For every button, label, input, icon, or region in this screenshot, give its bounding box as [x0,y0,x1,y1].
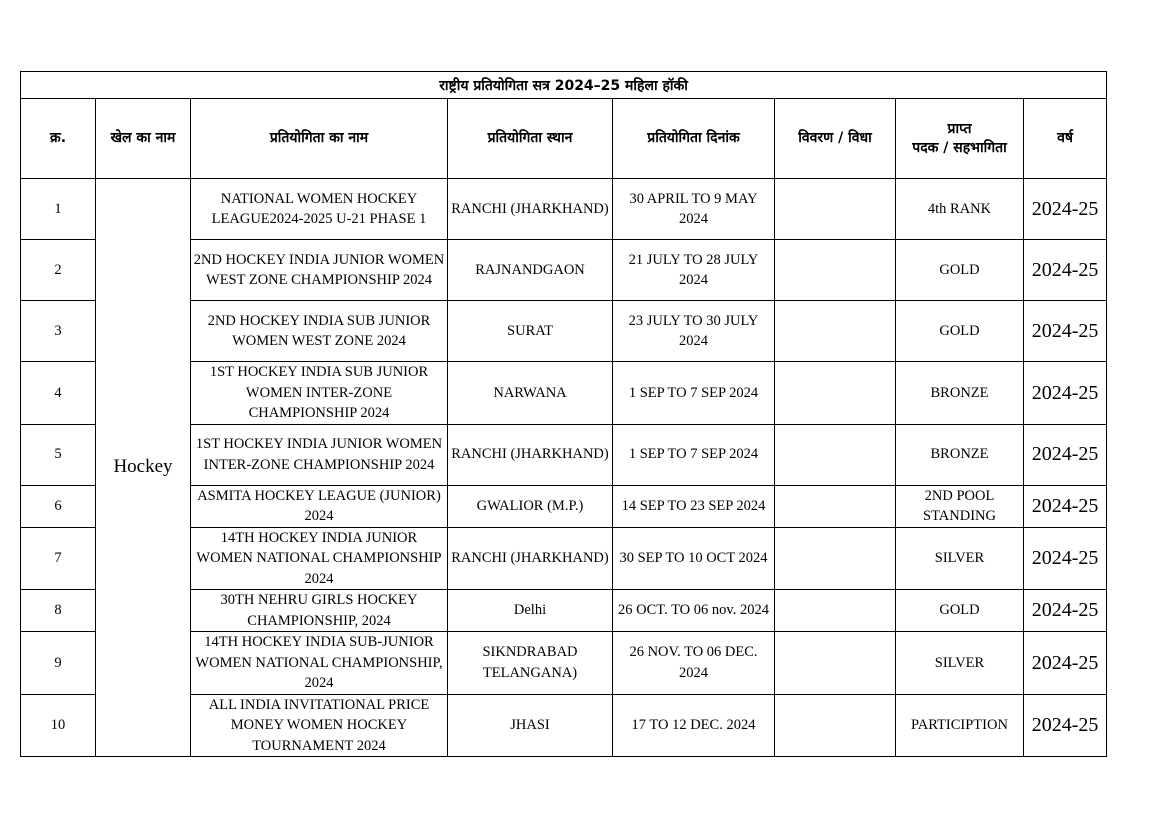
cell-venue: JHASI [448,694,613,757]
cell-competition: 14TH HOCKEY INDIA JUNIOR WOMEN NATIONAL CHAMPIONSHIP 2024 [191,527,448,590]
cell-venue: RANCHI (JHARKHAND) [448,527,613,590]
results-table [20,71,1107,757]
cell-competition: ALL INDIA INVITATIONAL PRICE MONEY WOMEN HOCKEY TOURNAMENT 2024 [191,694,448,757]
col-header-medal-line2: पदक / सहभागिता [912,139,1007,156]
cell-sr: 5 [21,424,96,485]
cell-medal: PARTICIPTION [896,694,1024,757]
cell-competition: 14TH HOCKEY INDIA SUB-JUNIOR WOMEN NATIONAL CHAMPIONSHIP, 2024 [191,632,448,695]
col-header-details: विवरण / विधा [775,99,896,179]
cell-date: 1 SEP TO 7 SEP 2024 [613,362,775,425]
cell-medal: GOLD [896,590,1024,632]
cell-competition: NATIONAL WOMEN HOCKEY LEAGUE2024-2025 U-21 PHASE 1 [191,179,448,240]
cell-year: 2024-25 [1024,424,1107,485]
cell-details [775,424,896,485]
cell-date: 26 NOV. TO 06 DEC. 2024 [613,632,775,695]
cell-year: 2024-25 [1024,301,1107,362]
cell-date: 1 SEP TO 7 SEP 2024 [613,424,775,485]
cell-competition: 1ST HOCKEY INDIA SUB JUNIOR WOMEN INTER-ZONE CHAMPIONSHIP 2024 [191,362,448,425]
col-header-medal-line1: प्राप्त [947,120,972,137]
col-header-year: वर्ष [1024,99,1107,179]
col-header-date: प्रतियोगिता दिनांक [613,99,775,179]
col-header-sport: खेल का नाम [96,99,191,179]
cell-venue: SURAT [448,301,613,362]
cell-details [775,301,896,362]
cell-sr: 3 [21,301,96,362]
cell-venue: Delhi [448,590,613,632]
cell-venue: RANCHI (JHARKHAND) [448,179,613,240]
cell-medal: 2ND POOL STANDING [896,485,1024,527]
cell-venue: NARWANA [448,362,613,425]
cell-details [775,240,896,301]
cell-year: 2024-25 [1024,179,1107,240]
cell-year: 2024-25 [1024,527,1107,590]
cell-competition: 2ND HOCKEY INDIA SUB JUNIOR WOMEN WEST ZONE 2024 [191,301,448,362]
cell-sr: 1 [21,179,96,240]
table-title: राष्ट्रीय प्रतियोगिता सत्र 2024–25 महिला हॉकी [21,72,1107,99]
cell-year: 2024-25 [1024,590,1107,632]
cell-details [775,179,896,240]
cell-details [775,632,896,695]
cell-venue: RAJNANDGAON [448,240,613,301]
cell-venue: SIKNDRABAD TELANGANA) [448,632,613,695]
col-header-competition: प्रतियोगिता का नाम [191,99,448,179]
cell-date: 17 TO 12 DEC. 2024 [613,694,775,757]
cell-sr: 7 [21,527,96,590]
col-header-medal [896,99,1024,179]
cell-date: 30 SEP TO 10 OCT 2024 [613,527,775,590]
cell-details [775,527,896,590]
cell-date: 21 JULY TO 28 JULY 2024 [613,240,775,301]
cell-date: 26 OCT. TO 06 nov. 2024 [613,590,775,632]
col-header-venue: प्रतियोगिता स्थान [448,99,613,179]
cell-date: 30 APRIL TO 9 MAY 2024 [613,179,775,240]
cell-sport: Hockey [96,179,191,757]
cell-medal: BRONZE [896,424,1024,485]
cell-year: 2024-25 [1024,362,1107,425]
title-row [21,72,1107,99]
cell-venue: RANCHI (JHARKHAND) [448,424,613,485]
cell-venue: GWALIOR (M.P.) [448,485,613,527]
cell-medal: BRONZE [896,362,1024,425]
cell-date: 23 JULY TO 30 JULY 2024 [613,301,775,362]
cell-details [775,590,896,632]
cell-year: 2024-25 [1024,694,1107,757]
cell-date: 14 SEP TO 23 SEP 2024 [613,485,775,527]
cell-medal: 4th RANK [896,179,1024,240]
cell-details [775,362,896,425]
cell-sr: 9 [21,632,96,695]
cell-details [775,485,896,527]
cell-medal: GOLD [896,301,1024,362]
cell-sr: 2 [21,240,96,301]
cell-year: 2024-25 [1024,240,1107,301]
cell-competition: 30TH NEHRU GIRLS HOCKEY CHAMPIONSHIP, 2024 [191,590,448,632]
cell-year: 2024-25 [1024,632,1107,695]
cell-competition: 1ST HOCKEY INDIA JUNIOR WOMEN INTER-ZONE CHAMPIONSHIP 2024 [191,424,448,485]
header-row [21,99,1107,179]
cell-details [775,694,896,757]
cell-competition: ASMITA HOCKEY LEAGUE (JUNIOR) 2024 [191,485,448,527]
cell-medal: SILVER [896,527,1024,590]
table-row [21,179,1107,240]
cell-competition: 2ND HOCKEY INDIA JUNIOR WOMEN WEST ZONE CHAMPIONSHIP 2024 [191,240,448,301]
cell-sr: 4 [21,362,96,425]
cell-sr: 8 [21,590,96,632]
cell-sr: 10 [21,694,96,757]
cell-year: 2024-25 [1024,485,1107,527]
col-header-sr: क्र. [21,99,96,179]
cell-sr: 6 [21,485,96,527]
cell-medal: GOLD [896,240,1024,301]
cell-medal: SILVER [896,632,1024,695]
